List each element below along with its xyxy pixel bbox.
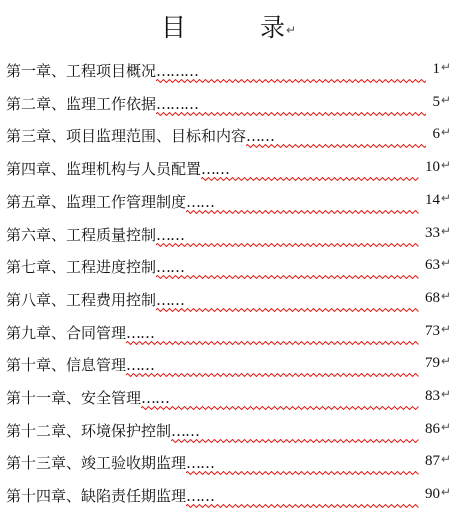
paragraph-mark-icon: ↵ — [440, 452, 451, 467]
spellcheck-underline — [186, 210, 419, 214]
toc-entry-label — [6, 158, 229, 179]
toc-entry[interactable] — [6, 154, 451, 184]
toc-page-value: 10 — [424, 159, 440, 176]
toc-entry[interactable] — [6, 448, 451, 478]
toc-page-value: 5 — [432, 93, 440, 110]
toc-page-number — [432, 93, 451, 111]
toc-page-number — [432, 125, 451, 143]
toc-entry-label — [6, 256, 184, 277]
toc-entry[interactable] — [6, 350, 451, 380]
toc-page-number — [425, 387, 451, 405]
paragraph-mark-icon: ↵ — [440, 60, 451, 74]
toc-leader-dots: …… — [186, 192, 215, 211]
toc-entry[interactable] — [6, 383, 451, 413]
toc-page-value: 73 — [424, 322, 440, 339]
toc-entry[interactable] — [6, 220, 451, 250]
toc-entry-title: 第二章、监理工作依据 — [6, 94, 157, 113]
toc-page-number — [425, 224, 451, 242]
toc-entry-label — [6, 125, 274, 146]
toc-entry-label — [6, 289, 184, 310]
title-char-1: 目 — [160, 13, 186, 42]
spellcheck-underline — [171, 439, 419, 443]
spellcheck-underline — [201, 177, 419, 181]
toc-entry[interactable] — [6, 416, 451, 446]
toc-entry-label — [6, 485, 214, 506]
toc-page-value: 86 — [424, 420, 440, 437]
spellcheck-underline — [156, 308, 419, 312]
toc-entry-label — [6, 354, 154, 375]
toc-leader-dots: …… — [141, 389, 170, 407]
toc-page-number — [425, 256, 451, 274]
toc-entry[interactable] — [6, 56, 451, 86]
toc-entry[interactable] — [6, 187, 451, 217]
toc-page-number — [425, 158, 451, 176]
toc-page-number — [425, 289, 451, 307]
document-title — [0, 8, 457, 44]
toc-leader-dots: …… — [186, 487, 215, 506]
toc-page-number — [432, 60, 451, 78]
toc-leader-dots: …… — [201, 160, 230, 179]
toc-entry-title: 第三章、项目监理范围、目标和内容 — [6, 127, 247, 146]
toc-page-number — [425, 485, 451, 503]
toc-leader-dots: ……… — [156, 62, 199, 80]
spellcheck-underline — [141, 406, 419, 410]
toc-leader-dots: …… — [246, 127, 275, 146]
toc-entry[interactable] — [6, 285, 451, 315]
toc-entry-title: 第九章、合同管理 — [6, 323, 127, 342]
toc-page-number — [425, 452, 451, 470]
spellcheck-underline — [156, 112, 426, 116]
toc-entry-label — [6, 224, 184, 245]
paragraph-mark-icon: ↵ — [440, 125, 451, 140]
spellcheck-underline — [156, 79, 426, 83]
toc-leader-dots: …… — [156, 290, 185, 309]
toc-entry[interactable] — [6, 121, 451, 151]
toc-entry-title: 第十章、信息管理 — [6, 356, 127, 375]
toc-entry-title: 第一章、工程项目概况 — [6, 62, 157, 80]
toc-leader-dots: ……… — [156, 94, 199, 113]
paragraph-mark-icon: ↵ — [440, 387, 451, 401]
toc-leader-dots: …… — [126, 356, 155, 375]
toc-entry-title: 第六章、工程质量控制 — [6, 225, 157, 244]
toc-entry-label — [6, 191, 214, 212]
toc-page-value: 6 — [432, 126, 440, 143]
spellcheck-underline — [156, 243, 419, 247]
paragraph-mark-icon: ↵ — [440, 223, 451, 238]
toc-leader-dots: …… — [156, 258, 185, 277]
toc-page-value: 83 — [424, 388, 440, 404]
spellcheck-underline — [126, 341, 419, 345]
toc-page-value: 90 — [424, 486, 440, 503]
toc-entry-title: 第十一章、安全管理 — [6, 389, 142, 407]
toc-entry[interactable] — [6, 89, 451, 119]
title-char-2: 录 — [259, 13, 285, 42]
paragraph-mark-icon: ↵ — [285, 23, 297, 37]
toc-entry-title: 第十二章、环境保护控制 — [6, 421, 172, 440]
toc-leader-dots: …… — [171, 421, 200, 440]
toc-entry-label — [6, 387, 169, 408]
toc-page-value: 68 — [424, 289, 440, 306]
paragraph-mark-icon: ↵ — [440, 158, 451, 173]
toc-page-number — [425, 191, 451, 209]
paragraph-mark-icon: ↵ — [440, 256, 451, 271]
toc-leader-dots: …… — [156, 225, 185, 244]
spellcheck-underline — [186, 504, 419, 508]
toc-entry-title: 第十四章、缺陷责任期监理 — [6, 487, 187, 506]
toc-page-value: 79 — [424, 355, 440, 372]
toc-entry-label — [6, 93, 198, 114]
toc-entry-title: 第十三章、竣工验收期监理 — [6, 454, 187, 473]
spellcheck-underline — [126, 373, 419, 377]
paragraph-mark-icon: ↵ — [440, 354, 451, 369]
spellcheck-underline — [186, 471, 419, 475]
toc-page-number — [425, 420, 451, 438]
toc-entry-title: 第四章、监理机构与人员配置 — [6, 160, 202, 179]
toc-page-value: 33 — [424, 224, 440, 241]
toc-entry-label — [6, 452, 214, 473]
paragraph-mark-icon: ↵ — [440, 485, 451, 500]
toc-entry[interactable] — [6, 252, 451, 282]
toc-page-value: 14 — [424, 191, 440, 208]
toc-entry-label — [6, 420, 199, 441]
toc-page-number — [425, 354, 451, 372]
toc-entry-label — [6, 322, 154, 343]
toc-page-number — [425, 322, 451, 340]
toc-entry[interactable] — [6, 318, 451, 348]
toc-entry-title: 第八章、工程费用控制 — [6, 290, 157, 309]
toc-entry-title: 第七章、工程进度控制 — [6, 258, 157, 277]
paragraph-mark-icon: ↵ — [440, 419, 451, 434]
toc-page-value: 87 — [424, 453, 440, 470]
toc-leader-dots: …… — [126, 323, 155, 342]
paragraph-mark-icon: ↵ — [440, 190, 451, 205]
toc-leader-dots: …… — [186, 454, 215, 473]
spellcheck-underline — [156, 275, 419, 279]
paragraph-mark-icon: ↵ — [440, 92, 451, 107]
paragraph-mark-icon: ↵ — [440, 288, 451, 303]
toc-page-value: 1 — [432, 61, 440, 77]
paragraph-mark-icon: ↵ — [440, 321, 451, 336]
toc-entry-label — [6, 60, 198, 81]
toc-entry-title: 第五章、监理工作管理制度 — [6, 192, 187, 211]
spellcheck-underline — [246, 144, 426, 148]
toc-page-value: 63 — [424, 257, 440, 274]
toc-entry[interactable] — [6, 481, 451, 511]
